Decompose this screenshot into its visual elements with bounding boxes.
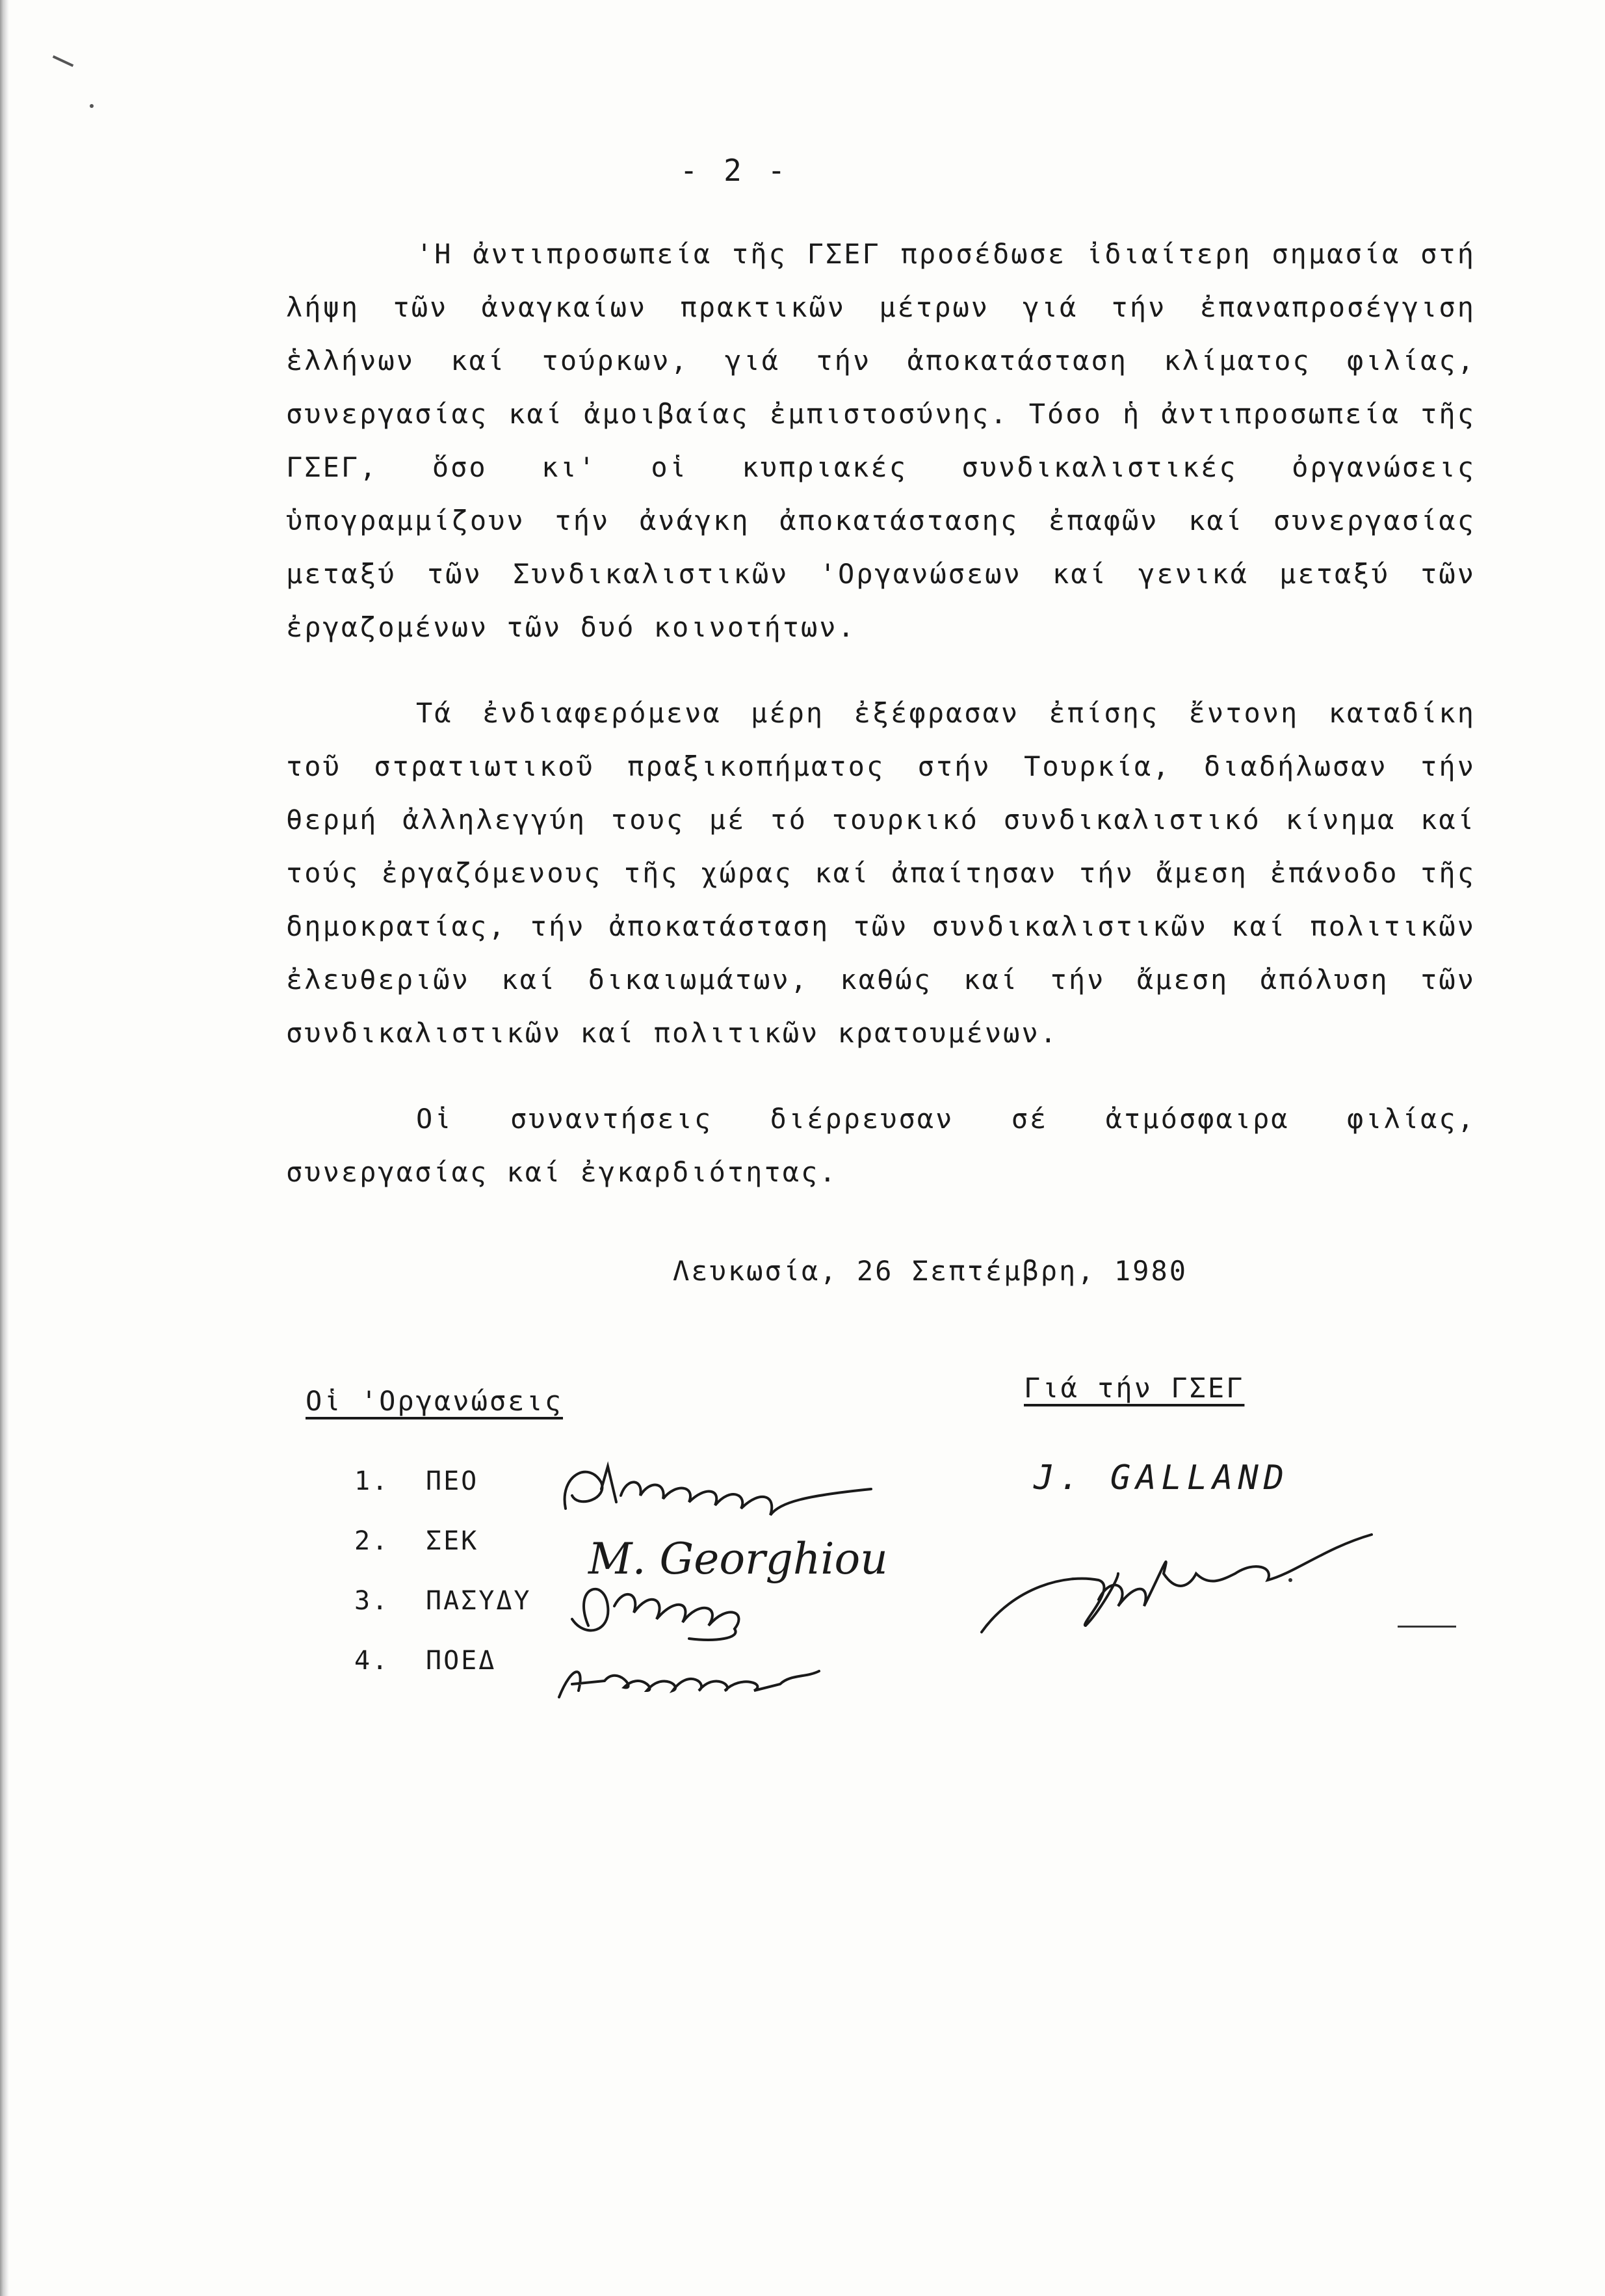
signature-pasydy [572,1589,738,1640]
paragraph: Τά ἐνδιαφερόμενα μέρη ἐξέφρασαν ἐπίσης ἔντονη καταδίκη τοῦ στρατιωτικοῦ πραξικοπήματος στήν Τουρκία, διαδήλωσαν τήν θερμή ἀλληλεγγύη τους μέ τό τουρκικό συνδικαλιστικό κίνημα καί τούς ἐργαζόμενους τῆς χώρας καί ἀπαίτησαν τήν ἄμεση ἐπάνοδο τῆς δημοκρατίας, τήν ἀποκατάσταση τῶν συνδικαλιστικῶν καί πολιτικῶν ἐλευθεριῶν καί δικαιωμάτων, καθώς καί τήν ἄμεση ἀπόλυση τῶν συνδικαλιστικῶν καί πολιτικῶν κρατουμένων. [286,697,1476,1049]
paragraph: Οἱ συναντήσεις διέρρευσαν σέ ἀτμόσφαιρα φιλίας, συνεργασίας καί ἐγκαρδιότητας. [286,1103,1476,1188]
trailing-dash [1398,1626,1456,1628]
gseg-heading: Γιά τήν ΓΣΕΓ [1024,1372,1245,1404]
signature-poed [559,1671,819,1697]
organization-number: 2. [354,1526,390,1556]
page-number: - 2 - [679,153,790,188]
organization-name: ΠΟΕΔ [426,1646,497,1676]
organization-name: ΣΕΚ [426,1526,479,1556]
organization-name: ΠΕΟ [426,1466,479,1496]
signature-galland-name: J. GALLAND [1034,1458,1290,1498]
organizations-heading: Οἱ 'Οργανώσεις [306,1385,564,1417]
signature-galland [982,1535,1372,1632]
signature-peo [565,1466,871,1515]
organization-name: ΠΑΣΥΔΥ [426,1586,532,1616]
date-line: Λευκωσία, 26 Σεπτέμβρη, 1980 [673,1255,1188,1287]
organization-number: 3. [354,1586,390,1616]
signature-sek: M. Georghiou [588,1534,888,1584]
paragraph: 'Η ἀντιπροσωπεία τῆς ΓΣΕΓ προσέδωσε ἰδιαίτερη σημασία στή λήψη τῶν ἀναγκαίων πρακτικῶν μέτρων γιά τήν ἐπαναπροσέγγιση ἑλλήνων καί τούρκων, γιά τήν ἀποκατάσταση κλίματος φιλίας, συνεργασίας καί ἀμοιβαίας ἐμπιστοσύνης. Τόσο ἡ ἀντιπροσωπεία τῆς ΓΣΕΓ, ὅσο κι' οἱ κυπριακές συνδικαλιστικές ὀργανώσεις ὑπογραμμίζουν τήν ἀνάγκη ἀποκατάστασης ἐπαφῶν καί συνεργασίας μεταξύ τῶν Συνδικαλιστικῶν 'Οργανώσεων καί γενικά μεταξύ τῶν ἐργαζομένων τῶν δυό κοινοτήτων. [286,238,1476,643]
organization-number: 4. [354,1646,390,1676]
scan-speck [1288,1578,1292,1582]
organization-number: 1. [354,1466,390,1496]
